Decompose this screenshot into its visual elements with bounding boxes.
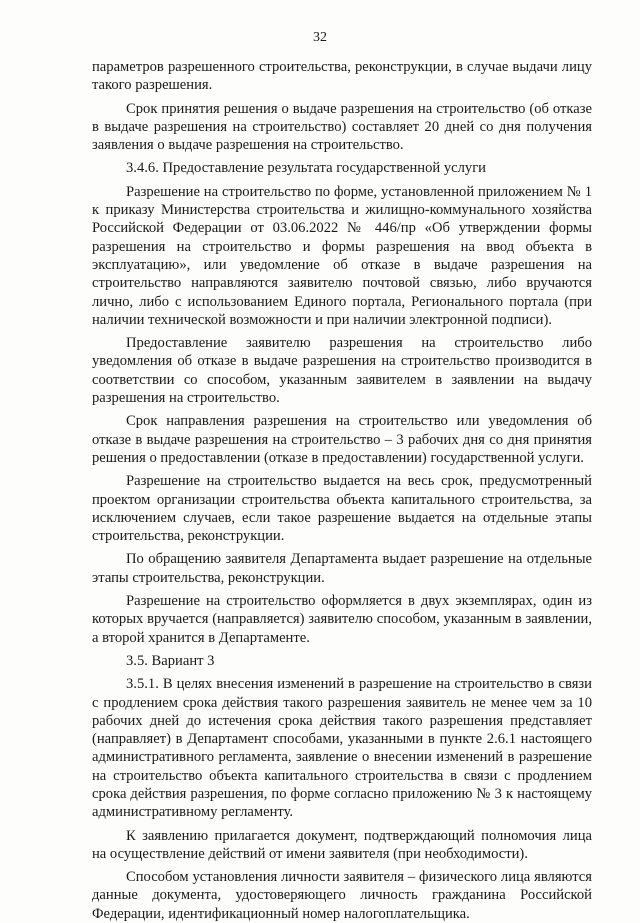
paragraph-continuation: параметров разрешенного строительства, реконструкции, в случае выдачи лицу такого разрешения. [92, 59, 592, 94]
section-heading-3-4-6: 3.4.6. Предоставление результата государственной услуги [126, 160, 486, 177]
paragraph-permit-duration: Разрешение на строительство выдается на весь срок, предусмотренный проектом организации строительства объекта капитального строительства, за исключением случаев, если такое разрешение выдается на отдельные этапы строительства, реконструкции. [92, 473, 592, 545]
paragraph-stages: По обращению заявителя Департамента выдает разрешение на отдельные этапы строительства, реконструкции. [92, 551, 592, 586]
document-body [92, 58, 592, 923]
paragraph-delivery-term: Срок направления разрешения на строительство или уведомления об отказе в выдаче разрешения на строительство – 3 рабочих дня со дня принятия решения о предоставлении (отказе в предоставлении) государственной услуги. [92, 413, 592, 466]
section-heading-3-5: 3.5. Вариант 3 [126, 652, 215, 669]
paragraph-3-5-1: 3.5.1. В целях внесения изменений в разрешение на строительство в связи с продлением срока действия такого разрешения заявитель не менее чем за 10 рабочих дней до истечения срока действия такого разрешения представляет (направляет) в Департамент способами, указанными в пункте 2.6.1 настоящего административного регламента, заявление о внесении изменений в разрешение на строительство объекта капитального строительства в связи с продлением срока действия разрешения, по форме согласно приложению № 3 к настоящему административному регламенту. [92, 676, 592, 821]
paragraph-permit-form: Разрешение на строительство по форме, установленной приложением № 1 к приказу Министерства строительства и жилищно-коммунального хозяйства Российской Федерации от 03.06.2022 № 446/пр «Об утверждении формы разрешения на строительство и формы разрешения на ввод объекта в эксплуатацию», или уведомление об отказе в выдаче разрешения на строительство направляются заявителю почтовой связью, либо вручаются лично, либо с использованием Единого портала, Регионального портала (при наличии технической возможности и при наличии электронной подписи). [92, 183, 592, 328]
page-number: 32 [313, 30, 327, 45]
paragraph-decision-term: Срок принятия решения о выдаче разрешения на строительство (об отказе в выдаче разрешения на строительство) составляет 20 дней со дня получения заявления о выдаче разрешения на строительство. [92, 100, 592, 154]
paragraph-delivery-method: Предоставление заявителю разрешения на строительство либо уведомления об отказе в выдаче разрешения на строительство производится в соответствии со способом, указанным заявителем в заявлении на выдачу разрешения на строительство. [92, 335, 592, 407]
paragraph-identity: Способом установления личности заявителя – физического лица являются данные документа, удостоверяющего личность гражданина Российской Федерации, идентификационный номер налогоплательщика. [92, 869, 592, 922]
paragraph-attachment: К заявлению прилагается документ, подтверждающий полномочия лица на осуществление действий от имени заявителя (при необходимости). [92, 827, 592, 862]
paragraph-copies: Разрешение на строительство оформляется в двух экземплярах, один из которых вручается (направляется) заявителю способом, указанным в заявлении, а второй хранится в Департаменте. [92, 593, 592, 646]
